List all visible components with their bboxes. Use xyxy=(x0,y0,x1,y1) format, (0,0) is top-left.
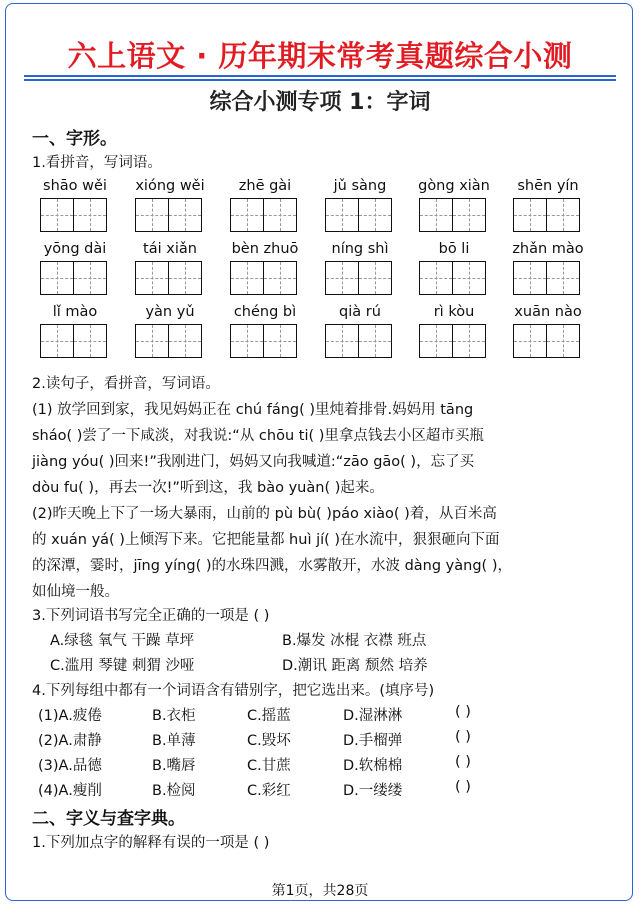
writing-box[interactable] xyxy=(40,198,74,232)
pinyin-label: shēn yín xyxy=(517,178,579,194)
writing-box-pair xyxy=(325,324,392,358)
writing-box[interactable] xyxy=(230,198,264,232)
pinyin-label: xuān nào xyxy=(514,304,582,320)
writing-box[interactable] xyxy=(547,198,580,232)
choice-option: B.爆发 冰棍 衣襟 班点 xyxy=(282,633,427,649)
pinyin-label: níng shì xyxy=(331,241,389,257)
pinyin-label: lǐ mào xyxy=(52,304,98,320)
choice-option: D.潮讯 距离 颓然 培养 xyxy=(282,658,428,674)
option-c: C.彩红 xyxy=(247,783,291,799)
writing-box[interactable] xyxy=(513,261,547,295)
pinyin-label: yàn yǔ xyxy=(145,304,195,320)
page-title: 六上语文 · 历年期末常考真题综合小测 xyxy=(67,39,573,73)
passage-line: sháo( )尝了一下咸淡，对我说:“从 chōu ti( )里拿点钱去小区超市买瓶 xyxy=(32,428,484,444)
writing-box-pair xyxy=(325,198,392,232)
option-a: (1)A.疲倦 xyxy=(38,708,102,724)
option-b: B.衣柜 xyxy=(152,708,196,724)
writing-box-pair xyxy=(135,324,202,358)
section-heading: 一、字形。 xyxy=(32,129,117,149)
writing-box-pair xyxy=(230,198,297,232)
writing-box[interactable] xyxy=(74,261,107,295)
pinyin-label: zhǎn mào xyxy=(512,241,584,257)
pinyin-label: tái xiǎn xyxy=(143,241,197,257)
writing-box[interactable] xyxy=(135,198,169,232)
writing-box-pair xyxy=(325,261,392,295)
option-c: C.摇蓝 xyxy=(247,708,291,724)
writing-box-pair xyxy=(513,261,580,295)
writing-box-pair xyxy=(513,324,580,358)
writing-box-pair xyxy=(513,198,580,232)
writing-box[interactable] xyxy=(419,324,453,358)
writing-box[interactable] xyxy=(513,324,547,358)
pinyin-label: xióng wěi xyxy=(135,178,205,194)
writing-box[interactable] xyxy=(547,261,580,295)
pinyin-label: bèn zhuō xyxy=(231,241,299,257)
pinyin-label: yōng dài xyxy=(43,241,107,257)
writing-box[interactable] xyxy=(513,198,547,232)
pinyin-label: zhē gài xyxy=(238,178,292,194)
option-b: B.检阅 xyxy=(152,783,196,799)
answer-blank[interactable]: ( ) xyxy=(455,754,471,770)
option-b: B.单薄 xyxy=(152,733,196,749)
writing-box[interactable] xyxy=(135,324,169,358)
writing-box[interactable] xyxy=(547,324,580,358)
writing-box[interactable] xyxy=(359,198,392,232)
pinyin-label: qià rú xyxy=(339,304,381,320)
writing-box-pair xyxy=(40,324,107,358)
writing-box[interactable] xyxy=(325,198,359,232)
section-heading: 二、字义与查字典。 xyxy=(32,809,185,829)
page-subtitle: 综合小测专项 1：字词 xyxy=(209,90,431,115)
question-prompt: 4.下列每组中都有一个词语含有错别字，把它选出来。(填序号) xyxy=(32,683,435,699)
writing-box[interactable] xyxy=(135,261,169,295)
writing-box-pair xyxy=(419,261,486,295)
passage-line: 如仙境一般。 xyxy=(32,584,119,600)
question-prompt: 3.下列词语书写完全正确的一项是 ( ) xyxy=(32,608,270,624)
writing-box[interactable] xyxy=(453,198,486,232)
passage-line: 的 xuán yá( )上倾泻下来。它把能量都 huì jí( )在水流中，狠狠砸向下面 xyxy=(32,532,500,548)
option-a: (2)A.肃静 xyxy=(38,733,102,749)
answer-blank[interactable]: ( ) xyxy=(455,779,471,795)
writing-box-pair xyxy=(135,261,202,295)
passage-line: 的深潭，霎时，jīng yíng( )的水珠四溅，水雾散开，水波 dàng yàng( )， xyxy=(32,558,512,574)
pinyin-label: chéng bì xyxy=(233,304,297,320)
writing-box[interactable] xyxy=(419,198,453,232)
writing-box[interactable] xyxy=(264,261,297,295)
writing-box-pair xyxy=(40,198,107,232)
option-a: (4)A.瘦削 xyxy=(38,783,102,799)
writing-box[interactable] xyxy=(169,261,202,295)
option-d: D.湿淋淋 xyxy=(343,708,403,724)
writing-box[interactable] xyxy=(74,324,107,358)
writing-box[interactable] xyxy=(74,198,107,232)
passage-line: jiàng yóu( )回来!”我刚进门，妈妈又向我喊道:“zāo gāo( )，忘了买 xyxy=(32,454,475,470)
writing-box[interactable] xyxy=(359,324,392,358)
title-divider xyxy=(24,79,616,81)
writing-box[interactable] xyxy=(230,324,264,358)
page-number: 第1页，共28页 xyxy=(271,883,369,899)
writing-box-pair xyxy=(40,261,107,295)
writing-box[interactable] xyxy=(453,324,486,358)
passage-line: (1) 放学回到家，我见妈妈正在 chú fáng( )里炖着排骨.妈妈用 tāng xyxy=(32,402,474,418)
pinyin-label: shāo wěi xyxy=(43,178,107,194)
writing-box[interactable] xyxy=(359,261,392,295)
writing-box[interactable] xyxy=(325,261,359,295)
option-d: D.手榴弹 xyxy=(343,733,403,749)
option-c: C.甘蔗 xyxy=(247,758,291,774)
question-prompt: 2.读句子，看拼音，写词语。 xyxy=(32,376,220,392)
choice-option: A.绿毯 氧气 干躁 草坪 xyxy=(50,633,195,649)
pinyin-label: bō li xyxy=(438,241,470,257)
writing-box-pair xyxy=(419,324,486,358)
pinyin-label: rì kòu xyxy=(433,304,475,320)
pinyin-label: jǔ sàng xyxy=(333,178,387,194)
option-b: B.嘴唇 xyxy=(152,758,196,774)
writing-box-pair xyxy=(230,261,297,295)
question-prompt: 1.下列加点字的解释有误的一项是 ( ) xyxy=(32,835,270,851)
writing-box[interactable] xyxy=(325,324,359,358)
answer-blank[interactable]: ( ) xyxy=(455,704,471,720)
writing-box[interactable] xyxy=(40,261,74,295)
writing-box[interactable] xyxy=(40,324,74,358)
writing-box[interactable] xyxy=(264,198,297,232)
question-prompt: 1.看拼音，写词语。 xyxy=(32,155,162,171)
option-c: C.毁坏 xyxy=(247,733,291,749)
passage-line: (2)昨天晚上下了一场大暴雨，山前的 pù bù( )páo xiào( )着，从百米高 xyxy=(32,506,497,522)
answer-blank[interactable]: ( ) xyxy=(455,729,471,745)
option-d: D.一缕缕 xyxy=(343,783,403,799)
passage-line: dòu fu( )，再去一次!”听到这，我 bào yuàn( )起来。 xyxy=(32,480,384,496)
pinyin-label: gòng xiàn xyxy=(418,178,490,194)
title-divider xyxy=(24,75,616,77)
option-a: (3)A.品德 xyxy=(38,758,102,774)
writing-box[interactable] xyxy=(419,261,453,295)
writing-box[interactable] xyxy=(264,324,297,358)
writing-box-pair xyxy=(419,198,486,232)
writing-box[interactable] xyxy=(169,324,202,358)
writing-box-pair xyxy=(135,198,202,232)
writing-box[interactable] xyxy=(169,198,202,232)
writing-box[interactable] xyxy=(230,261,264,295)
choice-option: C.滥用 琴键 刺猬 沙哑 xyxy=(50,658,195,674)
option-d: D.软棉棉 xyxy=(343,758,403,774)
writing-box-pair xyxy=(230,324,297,358)
writing-box[interactable] xyxy=(453,261,486,295)
